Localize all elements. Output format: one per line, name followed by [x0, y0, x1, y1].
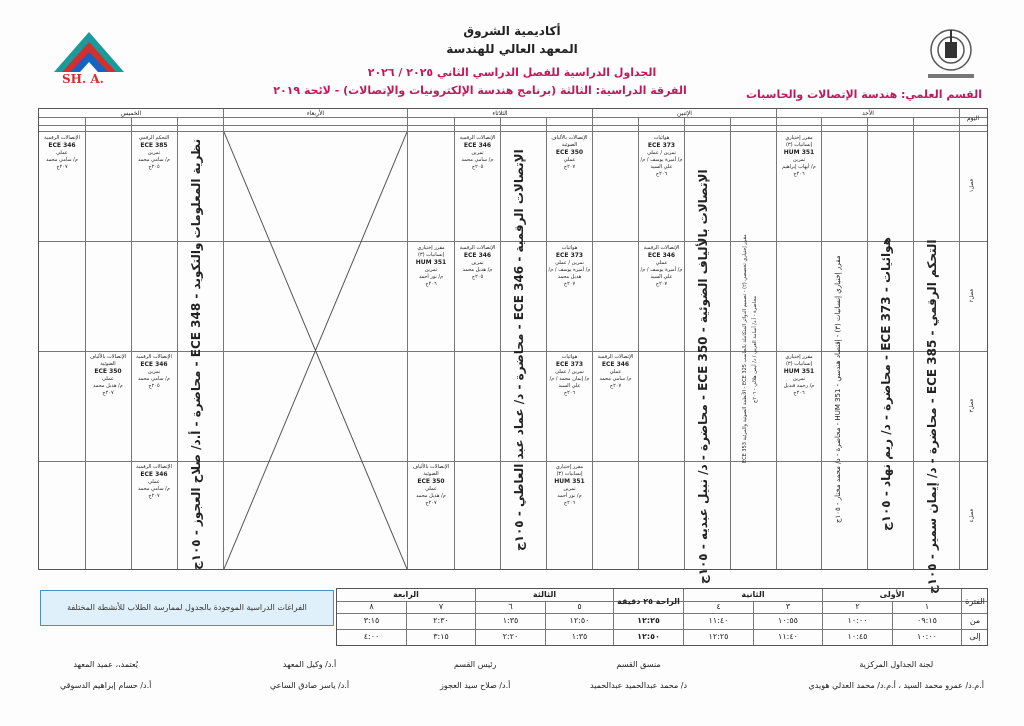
cell-ece346-g2-mon: الإتصالات الرقمية ECE 346 عملي م/ أميرة يوسف / م/ علي السيد ٢٠٧ج — [640, 245, 683, 288]
cell-ece373-g1: هوائيات ECE 373 تمرين / عملي م/ أميرة يوسف / م/ علي السيد ٢٠٦ج — [640, 135, 683, 178]
period-name-4: الرابعة — [393, 590, 419, 599]
period-name-3: الثالثة — [532, 590, 557, 599]
no-classes-cross — [224, 132, 407, 569]
elective-note: مقرر إختياري تخصصي (٢) - تصميم الدوائر المتكاملة بالحاسب ECE 325 - الأنظمة الصوتية والمرئية ECE 353 — [742, 234, 748, 464]
class-title: الفرقة الدراسية: الثالثة (برنامج هندسة الإلكترونيات والإتصالات) - لائحة ٢٠١٩ — [273, 84, 687, 97]
signature-head: رئيس القسم أ.د/ صلاح سيد العجوز — [440, 660, 511, 690]
cell-ece350-g4-tue: الإتصالات بالألياف الضوئية ECE 350 عملي م/ هديل محمد ٢٠٧ج — [412, 464, 450, 507]
schedule-title: الجداول الدراسية للفصل الدراسي الثاني ٢٠٢٥ / ٢٠٢٦ — [367, 66, 657, 79]
elective-note-2: محاضرة - أ.د/ أسامة العربي / د/ أيمن هلالي - ٢٠٦ج — [752, 295, 758, 403]
day-sunday: الأحد — [862, 110, 874, 117]
logo-text: SH. A. — [62, 72, 104, 86]
signature-vice-dean: أ.د/ وكيل المعهد أ.د/ ياسر صادق الساعي — [270, 660, 350, 690]
day-thursday: الخميس — [120, 110, 142, 117]
cell-ece350-g3-thu: الإتصالات بالألياف الضوئية ECE 350 عملي م/ هديل محمد ٢٠٧ج — [89, 354, 127, 397]
lecture-digital-control: التحكم الرقمي - ECE 385 - محاضرة - د/ إيمان سمير - ١٠٥ج — [925, 239, 939, 594]
day-monday: الإثنين — [677, 110, 692, 117]
cell-hum351-g2-tue: مقرر إختياري إنسانيات (٣) HUM 351 تمرين م/ نور أحمد ٢٠٦ج — [415, 245, 447, 288]
cell-ece346-g3-mon: الإتصالات الرقمية ECE 346 عملي م/ سامي محمد ٢٠٧ج — [597, 354, 634, 390]
cell-ece346-g1-tue: الإتصالات الرقمية ECE 346 تمرين م/ سامي محمد ٢٠٥ج — [459, 135, 496, 171]
institute-name: المعهد العالي للهندسة — [446, 42, 578, 56]
cell-ece373-g3-mon: هوائيات ECE 373 تمرين / عملي م/ إيمان محمد / م/ علي السيد ٢٠٦ج — [549, 354, 590, 397]
signature-committee: لجنة الجداول المركزية أ.م.د/ عمرو محمد السيد ، أ.م.د/ محمد العدلي هويدي — [808, 660, 984, 690]
signature-coordinator: منسق القسم د/ محمد عبدالحميد عبدالحميد — [590, 660, 688, 690]
academy-name: أكاديمية الشروق — [463, 24, 561, 38]
period-label: الفترة — [965, 597, 985, 606]
day-tuesday: الثلاثاء — [492, 110, 508, 117]
department-title: القسم العلمي: هندسة الإتصالات والحاسبات — [745, 88, 982, 101]
lecture-optical-comm: الإتصالات بالألياف الضوئية - ECE 350 - محاضرة - د/ نبيل عبديه - ١٠٥ج — [696, 169, 710, 584]
cell-ece346-g1-thu: الإتصالات الرقمية ECE 346 عملي م/ سامي محمد ٢٠٧ج — [44, 135, 80, 171]
group-1-label: فصل١ — [969, 179, 975, 193]
lecture-hum351: مقرر إختياري إنسانيات (٣) - إقتصاد هندسي - HUM 351 - محاضرة - د/ محمد مختار - ١٠٥ج — [834, 255, 842, 523]
period-name-1: الأولى — [879, 590, 905, 599]
to-label: إلى — [969, 632, 981, 641]
group-4-label: فصل٤ — [969, 509, 975, 523]
lecture-info-theory: نظرية المعلومات والتكويد - ECE 348 - محاضرة - أ.د/ صلاح العجوز - ١٠٥ج — [189, 139, 203, 571]
cell-ece346-g3-thu: الإتصالات الرقمية ECE 346 تمرين م/ سامي محمد ٢٠٥ج — [136, 354, 172, 390]
schedule-grid — [38, 108, 988, 594]
cell-hum351-g1: مقرر إختياري إنسانيات (٣) HUM 351 تمرين م/ أيهاب إبراهيم ٢٠٦ج — [782, 135, 816, 178]
group-2-label: فصل٢ — [969, 289, 975, 303]
periods-table: الفترة من إلى الأولى الثانية الثالثة الرابعة الراحة ٢٥ دقيقة ١ ٢ ٣ ٤ ٥ ٦ ٧ ٨ ٠٩:١٥ ١٠:٠٠ ١٠:٥٥ ١١:٤٠ ١٢:٢٥ ١٢:٥٠ ١:٣٥ ٢:٣٠ ٣:١٥ ١٠:٠٠ ١٠:٤٥ ١١:٤٠ ١٢:٢٥ ١٢:٥٠ ١:٣٥ ٢:٢٠ ٣:١٥ ٤:٠٠ — [336, 588, 988, 646]
from-label: من — [969, 616, 981, 625]
activities-note: الفراغات الدراسية الموجودة بالجدول لممارسة الطلاب للأنشطة المختلفة — [40, 590, 334, 626]
lecture-digital-comm: الإتصالات الرقمية - ECE 346 - محاضرة - د/ عماد عبد العاطي - ١٠٥ج — [512, 149, 526, 551]
cell-ece350-g1: الإتصالات بالألياف الضوئية ECE 350 عملي ٢٠٧ج — [551, 135, 588, 171]
signature-dean: يُعتمد،، عميد المعهد أ.د/ حسام إبراهيم الدسوقي — [60, 660, 152, 690]
lecture-antennas: هوائيات - ECE 373 - محاضرة - د/ ريم نهاد - ١٠٥ج — [879, 237, 893, 531]
cell-hum351-g4-mon: مقرر إختياري إنسانيات (٣) HUM 351 تمرين م/ نور أحمد ٢٠٦ج — [554, 464, 585, 507]
group-3-label: فصل٣ — [969, 399, 975, 413]
break-label: الراحة ٢٥ دقيقة — [617, 597, 680, 606]
period-name-2: الثانية — [741, 590, 765, 599]
cell-ece385-g1-thu: التحكم الرقمي ECE 385 تمرين م/ سامي محمد ٢٠٥ج — [138, 135, 170, 171]
cell-ece346-g4-thu: الإتصالات الرقمية ECE 346 عملي م/ سامي محمد ٢٠٧ج — [136, 464, 172, 500]
cell-hum351-g3: مقرر إختياري إنسانيات (٣) HUM 351 تمرين م/ رحمة قنديل ٢٠٦ج — [783, 354, 815, 397]
cell-ece346-g2-tue: الإتصالات الرقمية ECE 346 تمرين م/ هديل محمد ٢٠٥ج — [459, 245, 496, 281]
day-wednesday: الأربعاء — [306, 110, 325, 117]
cell-ece373-g2-mon: هوائيات ECE 373 تمرين / عملي م/ أميرة يوسف / م/ هديل محمد ٢٠٧ج — [548, 245, 591, 288]
day-col-header: اليوم — [966, 115, 980, 122]
